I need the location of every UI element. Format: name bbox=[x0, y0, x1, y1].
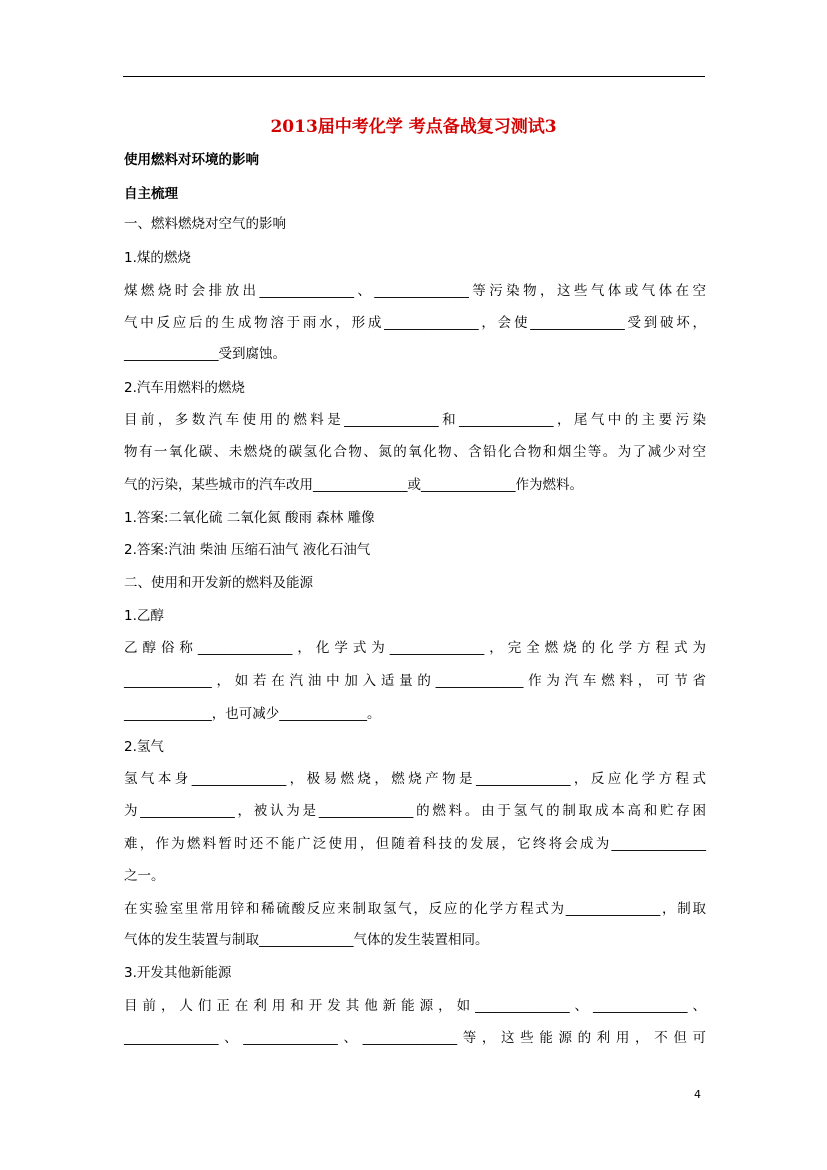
paragraph-line: _____________，如若在汽油中加入适量的_____________作为汽车燃料，可节省 bbox=[124, 673, 706, 689]
paragraph-line: 乙醇俗称______________，化学式为______________，完全燃烧的化学方程式为 bbox=[124, 640, 706, 656]
paragraph-line: ______________受到腐蚀。 bbox=[124, 346, 286, 362]
paragraph-line: 难，作为燃料暂时还不能广泛使用，但随着科技的发展，它终将会成为______________ bbox=[124, 836, 706, 852]
paragraph-line: 之一。 bbox=[124, 868, 165, 884]
paragraph-line: 物有一氧化碳、未燃烧的碳氢化合物、氮的氧化物、含铅化合物和烟尘等。为了减少对空 bbox=[124, 444, 706, 460]
subsection-heading: 自主梳理 bbox=[124, 186, 178, 202]
paragraph-line: 目前，多数汽车使用的燃料是______________和______________，尾气中的主要污染 bbox=[124, 412, 706, 428]
item-heading: 2.氢气 bbox=[124, 739, 164, 755]
paragraph-line: 目前，人们正在利用和开发其他新能源，如______________、______________、 bbox=[124, 998, 706, 1014]
document-title: 2013届中考化学 考点备战复习测试3 bbox=[270, 117, 557, 137]
item-heading: 2.汽车用燃料的燃烧 bbox=[124, 380, 245, 396]
header-rule bbox=[123, 76, 705, 77]
item-heading: 3.开发其他新能源 bbox=[124, 965, 232, 981]
answer-line: 1.答案:二氧化硫 二氧化氮 酸雨 森林 雕像 bbox=[124, 510, 375, 526]
part-heading: 二、使用和开发新的燃料及能源 bbox=[124, 575, 313, 591]
paragraph-line: 为______________，被认为是______________的燃料。由于氢气的制取成本高和贮存困 bbox=[124, 803, 706, 819]
item-heading: 1.乙醇 bbox=[124, 608, 164, 624]
paragraph-line: 煤燃烧时会排放出______________、______________等污染物，这些气体或气体在空 bbox=[124, 283, 706, 299]
paragraph-line: 在实验室里常用锌和稀硫酸反应来制取氢气，反应的化学方程式为______________，制取 bbox=[124, 901, 706, 917]
part-heading: 一、燃料燃烧对空气的影响 bbox=[124, 216, 286, 232]
paragraph-line: _____________，也可减少_____________。 bbox=[124, 706, 381, 722]
paragraph-line: ______________、______________、______________等，这些能源的利用，不但可 bbox=[124, 1030, 706, 1046]
paragraph-line: 气体的发生装置与制取______________气体的发生装置相同。 bbox=[124, 932, 489, 948]
item-heading: 1.煤的燃烧 bbox=[124, 250, 191, 266]
section-heading: 使用燃料对环境的影响 bbox=[124, 152, 259, 168]
paragraph-line: 气的污染，某些城市的汽车改用______________或______________作为燃料。 bbox=[124, 477, 583, 493]
page-number: 4 bbox=[694, 1088, 701, 1101]
paragraph-line: 氢气本身______________，极易燃烧，燃烧产物是______________，反应化学方程式 bbox=[124, 771, 706, 787]
answer-line: 2.答案:汽油 柴油 压缩石油气 液化石油气 bbox=[124, 542, 371, 558]
paragraph-line: 气中反应后的生成物溶于雨水，形成______________，会使______________受到破坏， bbox=[124, 315, 706, 331]
